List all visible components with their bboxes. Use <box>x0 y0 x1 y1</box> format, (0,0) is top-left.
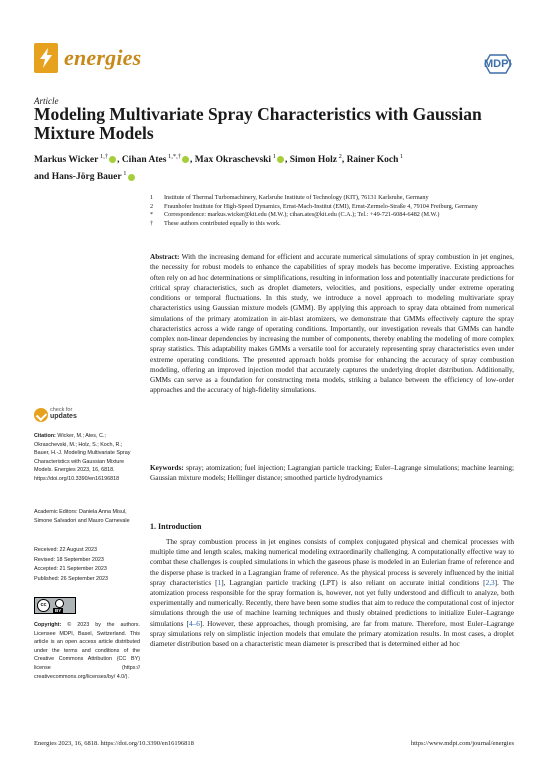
affiliation-marker: 2 <box>150 202 154 210</box>
author-name[interactable]: Cihan Ates <box>121 155 167 166</box>
mdpi-logo-icon[interactable] <box>482 54 514 74</box>
section-heading-introduction: 1. Introduction <box>150 522 202 531</box>
date-accepted: Accepted: 21 September 2023 <box>34 566 107 572</box>
cc-icon: cc <box>37 599 50 612</box>
editors-label: Academic Editors: <box>34 509 78 515</box>
orcid-icon[interactable] <box>128 174 135 181</box>
author-name[interactable]: Max Okraschevski <box>194 155 272 166</box>
date-received: Received: 22 August 2023 <box>34 547 97 553</box>
article-title: Modeling Multivariate Spray Characteristics with Gaussian Mixture Models <box>34 104 482 143</box>
affiliation-item <box>150 203 520 212</box>
author-affiliation-marker: 2 <box>336 153 342 160</box>
reference-link[interactable]: 4–6 <box>188 619 200 628</box>
article-type: Article <box>34 96 59 106</box>
affiliation-text: Correspondence: markus.wicker@kit.edu (M.W.); cihan.ates@kit.edu (C.A.); Tel.: +49-721-6084-6482 (M.W.) <box>164 211 440 219</box>
author-name[interactable]: Simon Holz <box>289 155 337 166</box>
date-revised: Revised: 18 September 2023 <box>34 556 104 563</box>
affiliations <box>150 194 520 228</box>
affiliation-text: These authors contributed equally to this work. <box>164 219 281 227</box>
editors-text: Daniela Anna Misul, Simone Salvadori and Mauro Carnevale <box>34 509 130 524</box>
date-published: Published: 26 September 2023 <box>34 575 109 582</box>
author-affiliation-marker: 1,*,† <box>166 153 182 160</box>
affiliation-text: Institute of Thermal Turbomachinery, Karlsruhe Institute of Technology (KIT), 76131 Karlsruhe, Germany <box>164 194 429 201</box>
citation-block <box>34 432 132 484</box>
check-for-updates-button[interactable] <box>34 406 94 426</box>
affiliation-marker: † <box>150 219 154 227</box>
abstract-text: With the increasing demand for efficient and accurate numerical simulations of spray combustion in jet engines, the necessity for robust models to enhance the capabilities of spray models has become imperative. Existing approaches often rely on ad hoc determinations or simplifications, resulting in information loss and potentially inaccurate predictions for critical spray characteristics, such as droplet diameters, velocities, and positions, especially under extreme operating conditions or temporal fluctuations. In this study, we introduce a novel approach to modeling multivariate spray characteristics using Gaussian mixture models (GMM). By applying this approach to spray data obtained from numerical simulations of the primary atomization in air-blast atomizers, we demonstrate that GMMs effectively capture the spray characteristics across a wide range of operating conditions. Importantly, our investigation reveals that GMMs can handle complex non-linear dependencies by increasing the number of components, thereby enabling the modeling of more complex spray statistics. This adaptability makes GMMs a versatile tool for accurately representing spray characteristics even under extreme operating conditions. The presented approach holds promise for enhancing the accuracy of spray combustion modeling, offering an improved injection model that accurately captures the underlying droplet distribution. Additionally, GMMs can serve as a foundation for constructing meta models, striking a balance between the efficiency of low-order approaches and the accuracy of high-fidelity simulations. <box>150 253 514 395</box>
keywords-label: Keywords: <box>150 464 184 472</box>
publisher-name: MDPI <box>484 58 512 70</box>
affiliation-text: Fraunhofer Institute for High-Speed Dynamics, Ernst-Mach-Institut (EMI), Ernst-Zermelo-Straße 4, 79104 Freiburg, Germany <box>164 202 478 210</box>
author-affiliation-marker: 1 <box>398 153 404 160</box>
abstract-label: Abstract: <box>150 253 180 261</box>
citation-text[interactable]: Wicker, M.; Ates, C.; Okraschevski, M.; Holz, S.; Koch, R.; Bauer, H.-J. Modeling Multivariate Spray Characteristics with Gaussian Mixture Models. Energies 2023, 16, 6818. https://doi.org/10.3390/en16196818 <box>34 433 131 482</box>
footer-journal-url[interactable]: https://www.mdpi.com/journal/energies <box>410 740 514 747</box>
check-updates-line1: check for <box>50 407 73 413</box>
publication-dates <box>34 546 132 584</box>
affiliation-marker: 1 <box>150 194 154 201</box>
journal-name[interactable]: energies <box>64 45 142 70</box>
author-affiliation-marker: 1,† <box>98 153 109 160</box>
citation-label: Citation: <box>34 433 56 439</box>
affiliation-item <box>150 194 520 203</box>
author-list: Markus Wicker $^{1,\dagger}$ , Cihan Ates $^{1,*,\dagger}$ , Max Okraschevski $^1$ , Simon Holz $^2$, Rainer Koch $^1$ and Hans-Jörg Bauer $^1$ <box>34 153 404 183</box>
copyright-label: Copyright: <box>34 622 62 628</box>
energies-logo-icon <box>34 43 58 73</box>
orcid-icon[interactable] <box>277 156 284 163</box>
author-name[interactable]: and Hans-Jörg Bauer <box>34 172 122 183</box>
keywords-text: spray; atomization; fuel injection; Lagrangian particle tracking; Euler–Lagrange simulations; machine learning; Gaussian mixture models; Hellinger distance; smoothed particle hydrodynamics <box>150 464 514 483</box>
copyright-notice <box>34 621 140 681</box>
attribution-icon <box>55 599 64 608</box>
academic-editors <box>34 508 132 525</box>
check-updates-line2: updates <box>50 412 77 420</box>
footer-citation[interactable]: Energies 2023, 16, 6818. https://doi.org/10.3390/en16196818 <box>34 740 194 747</box>
author-affiliation-marker: 1 <box>271 153 276 160</box>
abstract <box>150 252 514 396</box>
cc-by-license-icon[interactable] <box>34 597 76 614</box>
journal-header <box>34 40 514 80</box>
copyright-text: © 2023 by the authors. Licensee MDPI, Basel, Switzerland. This article is an open access article distributed under the terms and conditions of the Creative Commons Attribution (CC BY) license (https:// creativecommons.org/licenses/by/ 4.0/). <box>34 622 141 680</box>
author-name[interactable]: Markus Wicker <box>34 155 99 166</box>
orcid-icon[interactable] <box>182 156 189 163</box>
introduction-paragraph: The spray combustion process in jet engines consists of complex conjugated physical and chemical processes with multiple time and length scales, making numerical modeling extraordinarily challenging. A computationally effective way to combat these challenges is coupled simulations in which the gaseous phase is modeled in an Eulerian frame of reference and the disperse phase is tracked in a Lagrangian frame of reference. As the physical process is severely influenced by the initial spray characteristics [1], Lagrangian particle tracking (LPT) is also reliant on accurate initial conditions [2,3]. The atomization process responsible for the spray formation is, however, not yet fully understood and difficult to analyze, both experimentally and numerically. Recently, there have been some studies that aim to reduce the computational cost of injector simulations through the use of machine learning techniques and thusly obtained predictions to initialize Euler–Lagrange simulations [4–6]. However, these approaches, though promising, are far from mature. Therefore, most Euler–Lagrange spray simulations rely on simplistic injection models that emulate the primary atomization results. In most cases, a droplet diameter distribution based on a characteristic mean diameter is prescribed that is determined either ad hoc <box>150 538 514 649</box>
reference-link[interactable]: 2,3 <box>485 578 495 587</box>
affiliation-item <box>150 211 520 220</box>
orcid-icon[interactable] <box>109 156 116 163</box>
by-label: BY <box>55 608 62 613</box>
affiliation-marker: * <box>150 211 154 219</box>
affiliation-item <box>150 220 520 229</box>
keywords <box>150 463 514 484</box>
reference-link[interactable]: 1 <box>217 578 222 587</box>
author-name[interactable]: Rainer Koch <box>346 155 399 166</box>
author-affiliation-marker: 1 <box>121 170 127 178</box>
check-updates-icon <box>34 408 48 422</box>
